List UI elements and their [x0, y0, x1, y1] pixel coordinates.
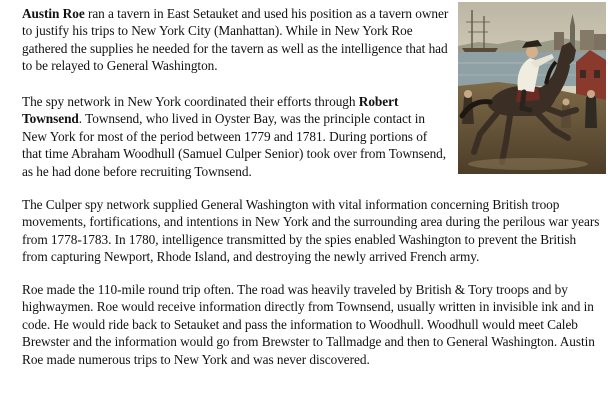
- paragraph-text: ran a tavern in East Setauket and used his position as a tavern owner to justify his trips to New York City (Manhattan). While in New York Roe gathered the supplies he needed for the tavern as well as the intelligence that had to be relayed to General Washington.: [22, 6, 449, 74]
- bold-name-robert-townsend: Robert Townsend: [22, 94, 399, 127]
- paragraph-roe-trips: [22, 281, 600, 368]
- paragraph-text: Roe made the 110-mile round trip often. The road was heavily traveled by British & Tory troops and by highwaymen. Roe would receive information directly from Townsend, usually written in invisible ink and in code. He would ride back to Setauket and pass the information to Woodhull. Woodhull would meet Caleb Brewster and the information would go from Brewster to Tallmadge and then to General Washington. Austin Roe made numerous trips to New York and was never discovered.: [22, 282, 595, 367]
- paragraph-culper-network: [22, 196, 600, 266]
- paragraph-text: The Culper spy network supplied General Washington with vital information concerning British troop movements, fortifications, and intentions in New York and the surrounding area during the perilous war years from 1778-1783. In 1780, intelligence transmitted by the spies enabled Washington to prevent the British from capturing Newport, Rhode Island, and destroying the newly arrived French army.: [22, 197, 600, 265]
- paragraph-text: . Townsend, who lived in Oyster Bay, was the principle contact in New York for most of the period between 1779 and 1781. During portions of that time Abraham Woodhull (Samuel Culper Senior) took over from Townsend, as he had done before recruiting Townsend.: [22, 111, 447, 179]
- paragraph-robert-townsend: [22, 93, 450, 180]
- painting-horse-rider: [458, 2, 606, 174]
- bold-name-austin-roe: Austin Roe: [22, 6, 85, 21]
- paragraph-text: The spy network in New York coordinated their efforts through: [22, 94, 359, 109]
- paragraph-austin-roe: [22, 5, 450, 75]
